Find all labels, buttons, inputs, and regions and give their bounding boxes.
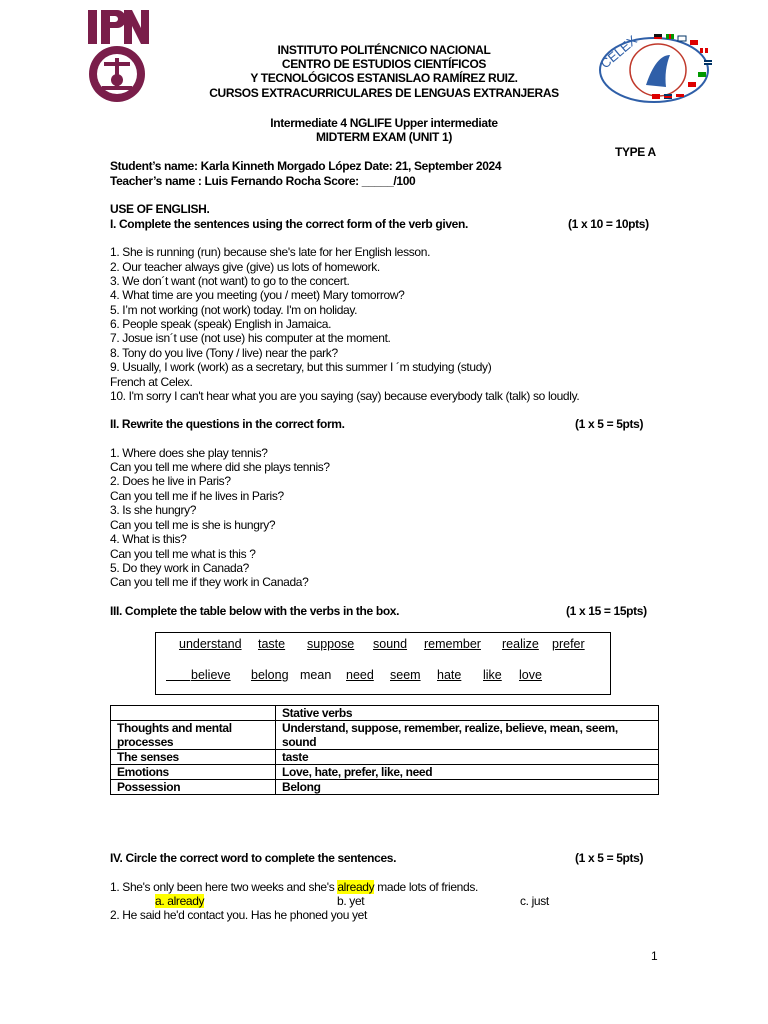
section2-item: Can you tell me is she is hungry? — [110, 518, 276, 532]
question-1 — [110, 880, 478, 894]
exam-level: Intermediate 4 NGLIFE Upper intermediate — [270, 116, 498, 130]
section1-item: 8. Tony do you live (Tony / live) near the park? — [110, 346, 338, 360]
student-info: Student’s name: Karla Kinneth Morgado López Date: 21, September 2024 — [110, 159, 502, 173]
table-row — [111, 706, 659, 721]
center-name-2: Y TECNOLÓGICOS ESTANISLAO RAMÍREZ RUIZ. — [250, 71, 518, 85]
section2-item: Can you tell me where did she plays tennis? — [110, 460, 330, 474]
celex-logo-text: CELEX — [597, 32, 640, 72]
teacher-info: Teacher’s name : Luis Fernando Rocha Score: _____/100 — [110, 174, 416, 188]
section3-instruction: III. Complete the table below with the verbs in the box. — [110, 604, 400, 618]
section4-points: (1 x 5 = 5pts) — [575, 851, 644, 865]
section1-item: 3. We don´t want (not want) to go to the concert. — [110, 274, 350, 288]
section1-instruction: I. Complete the sentences using the correct form of the verb given. — [110, 217, 468, 231]
verb-box-word: taste — [258, 637, 286, 651]
verb-box-word: sound — [373, 637, 408, 651]
verb-box-word: need — [346, 668, 374, 682]
section2-points: (1 x 5 = 5pts) — [575, 417, 644, 431]
section2-item: 2. Does he live in Paris? — [110, 474, 231, 488]
table-cell: taste — [276, 750, 659, 765]
page-number: 1 — [651, 949, 658, 963]
question-1-before: 1. She's only been here two weeks and she's — [110, 880, 338, 894]
section1-item: French at Celex. — [110, 375, 193, 389]
section1-item: 6. People speak (speak) English in Jamaica. — [110, 317, 332, 331]
verb-box-word: seem — [390, 668, 421, 682]
option-a[interactable]: a. already — [155, 894, 205, 908]
section1-points: (1 x 10 = 10pts) — [568, 217, 649, 231]
section1-item: 9. Usually, I work (work) as a secretary, but this summer I ´m studying (study) — [110, 360, 492, 374]
section2-item: 5. Do they work in Canada? — [110, 561, 249, 575]
section3-points: (1 x 15 = 15pts) — [566, 604, 647, 618]
question-2: 2. He said he'd contact you. Has he phoned you yet — [110, 908, 367, 922]
verb-box-word: mean — [300, 668, 332, 682]
table-cell: Belong — [276, 780, 659, 795]
verb-box-line — [166, 668, 190, 682]
verb-box-word: belong — [251, 668, 289, 682]
table-cell: Thoughts and mental processes — [111, 721, 276, 750]
table-cell: The senses — [111, 750, 276, 765]
question-1-after: made lots of friends. — [374, 880, 478, 894]
section1-item: 2. Our teacher always give (give) us lots of homework. — [110, 260, 380, 274]
verb-box-word: realize — [502, 637, 539, 651]
table-row — [111, 721, 659, 750]
section1-heading: USE OF ENGLISH. — [110, 202, 210, 216]
option-c[interactable]: c. just — [520, 894, 549, 908]
table-cell: Love, hate, prefer, like, need — [276, 765, 659, 780]
option-b[interactable]: b. yet — [337, 894, 365, 908]
table-header: Stative verbs — [276, 706, 659, 721]
section1-item: 5. I’m not working (not work) today. I'm on holiday. — [110, 303, 358, 317]
section2-item: Can you tell me if he lives in Paris? — [110, 489, 284, 503]
verb-box — [155, 632, 611, 695]
exam-type: TYPE A — [615, 145, 656, 159]
section2-item: Can you tell me if they work in Canada? — [110, 575, 309, 589]
section2-item: 3. Is she hungry? — [110, 503, 197, 517]
verb-box-word: like — [483, 668, 502, 682]
section1-item: 10. I'm sorry I can't hear what you are you saying (say) because everybody talk (talk) so loudly. — [110, 389, 580, 403]
verb-box-word: remember — [424, 637, 481, 651]
verb-box-word: prefer — [552, 637, 585, 651]
verb-box-word: hate — [437, 668, 462, 682]
section2-item: 1. Where does she play tennis? — [110, 446, 268, 460]
institution-name: INSTITUTO POLITÉNCNICO NACIONAL — [277, 43, 491, 57]
table-cell: Possession — [111, 780, 276, 795]
center-name: CENTRO DE ESTUDIOS CIENTÍFICOS — [281, 57, 487, 71]
verb-box-word: suppose — [307, 637, 355, 651]
section2-instruction: II. Rewrite the questions in the correct form. — [110, 417, 345, 431]
section2-item: 4. What is this? — [110, 532, 187, 546]
table-row — [111, 765, 659, 780]
verb-box-word: understand — [179, 637, 242, 651]
courses-name: CURSOS EXTRACURRICULARES DE LENGUAS EXTRANJERAS — [209, 86, 559, 100]
question-1-answer: already — [337, 880, 375, 894]
table-cell — [111, 706, 276, 721]
section1-item: 7. Josue isn´t use (not use) his computer at the moment. — [110, 331, 391, 345]
verb-box-word: love — [519, 668, 542, 682]
section1-item: 1. She is running (run) because she's late for her English lesson. — [110, 245, 431, 259]
section4-instruction: IV. Circle the correct word to complete the sentences. — [110, 851, 397, 865]
table-row — [111, 780, 659, 795]
section2-item: Can you tell me what is this ? — [110, 547, 256, 561]
exam-title: MIDTERM EXAM (UNIT 1) — [316, 130, 452, 144]
section1-item: 4. What time are you meeting (you / meet) Mary tomorrow? — [110, 288, 405, 302]
verb-box-word: believe — [191, 668, 231, 682]
stative-verbs-table — [110, 705, 659, 795]
table-cell: Understand, suppose, remember, realize, believe, mean, seem, sound — [276, 721, 659, 750]
table-cell: Emotions — [111, 765, 276, 780]
table-row — [111, 750, 659, 765]
